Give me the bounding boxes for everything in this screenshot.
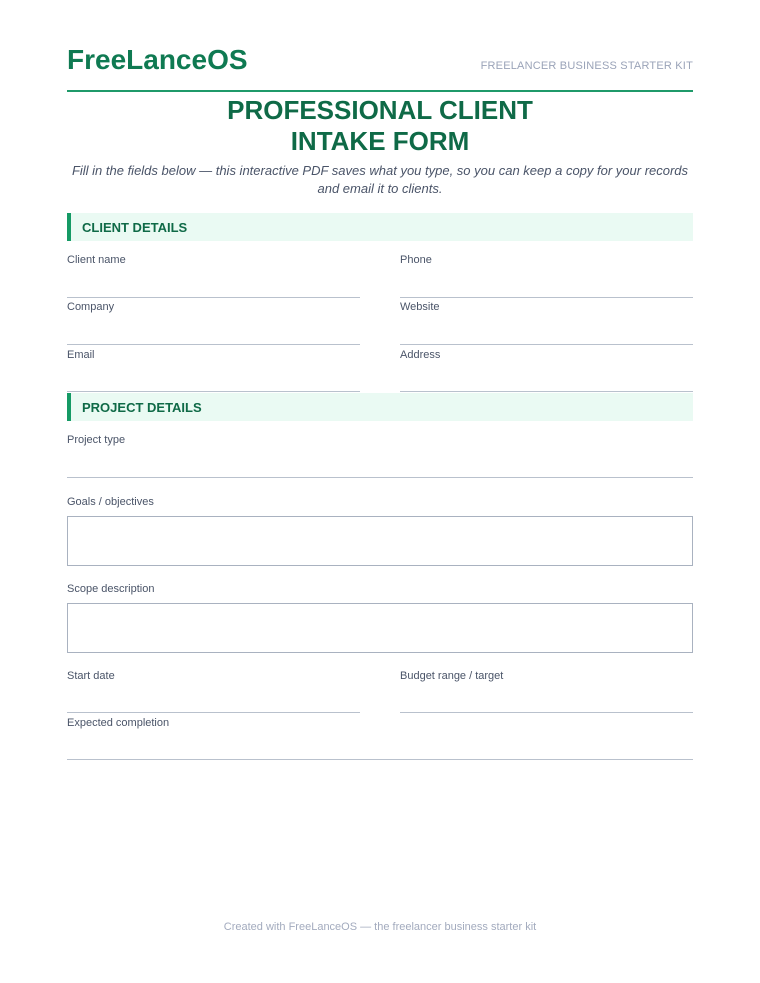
client-name-field[interactable] — [67, 254, 360, 298]
project-type-input-line[interactable] — [67, 477, 693, 478]
section-heading: PROJECT DETAILS — [82, 400, 202, 415]
expected-completion-field[interactable] — [67, 717, 693, 761]
section-client-details — [67, 213, 693, 241]
client-name-input-line[interactable] — [67, 297, 360, 298]
phone-field[interactable] — [400, 254, 693, 298]
website-field[interactable] — [400, 301, 693, 345]
expected-completion-input-line[interactable] — [67, 759, 693, 760]
field-label: Client name — [67, 254, 126, 266]
field-label: Company — [67, 301, 115, 313]
scope-textarea[interactable] — [67, 603, 693, 653]
address-field[interactable] — [400, 349, 693, 393]
kit-label: FREELANCER BUSINESS STARTER KIT — [480, 60, 693, 72]
goals-textarea[interactable] — [67, 516, 693, 566]
field-label: Expected completion — [67, 717, 170, 729]
field-label: Phone — [400, 254, 432, 266]
field-label: Website — [400, 301, 440, 313]
field-label: Address — [400, 349, 441, 361]
field-label: Budget range / target — [400, 670, 504, 682]
form-title — [67, 95, 693, 157]
address-input-line[interactable] — [400, 391, 693, 392]
brand-logo: FreeLanceOS — [67, 44, 248, 75]
title-line-2: INTAKE FORM — [290, 126, 470, 156]
title-line-1: PROFESSIONAL CLIENT — [227, 95, 533, 125]
field-label: Project type — [67, 434, 126, 446]
goals-field[interactable] — [67, 496, 693, 568]
phone-input-line[interactable] — [400, 297, 693, 298]
field-label: Start date — [67, 670, 115, 682]
scope-field[interactable] — [67, 583, 693, 655]
company-field[interactable] — [67, 301, 360, 345]
field-label: Scope description — [67, 583, 155, 595]
section-project-details — [67, 393, 693, 421]
budget-input-line[interactable] — [400, 712, 693, 713]
page-footer: Created with FreeLanceOS — the freelancer business starter kit — [223, 921, 537, 933]
field-label: Goals / objectives — [67, 496, 154, 508]
project-type-field[interactable] — [67, 434, 693, 478]
start-date-field[interactable] — [67, 670, 360, 714]
company-input-line[interactable] — [67, 344, 360, 345]
start-date-input-line[interactable] — [67, 712, 360, 713]
email-field[interactable] — [67, 349, 360, 393]
header-rule — [67, 90, 693, 92]
email-input-line[interactable] — [67, 391, 360, 392]
section-heading: CLIENT DETAILS — [82, 220, 188, 235]
form-subtitle: Fill in the fields below — this interactive PDF saves what you type, so you can keep a copy for your records and email it to clients. — [71, 163, 689, 196]
website-input-line[interactable] — [400, 344, 693, 345]
field-label: Email — [67, 349, 95, 361]
budget-field[interactable] — [400, 670, 693, 714]
